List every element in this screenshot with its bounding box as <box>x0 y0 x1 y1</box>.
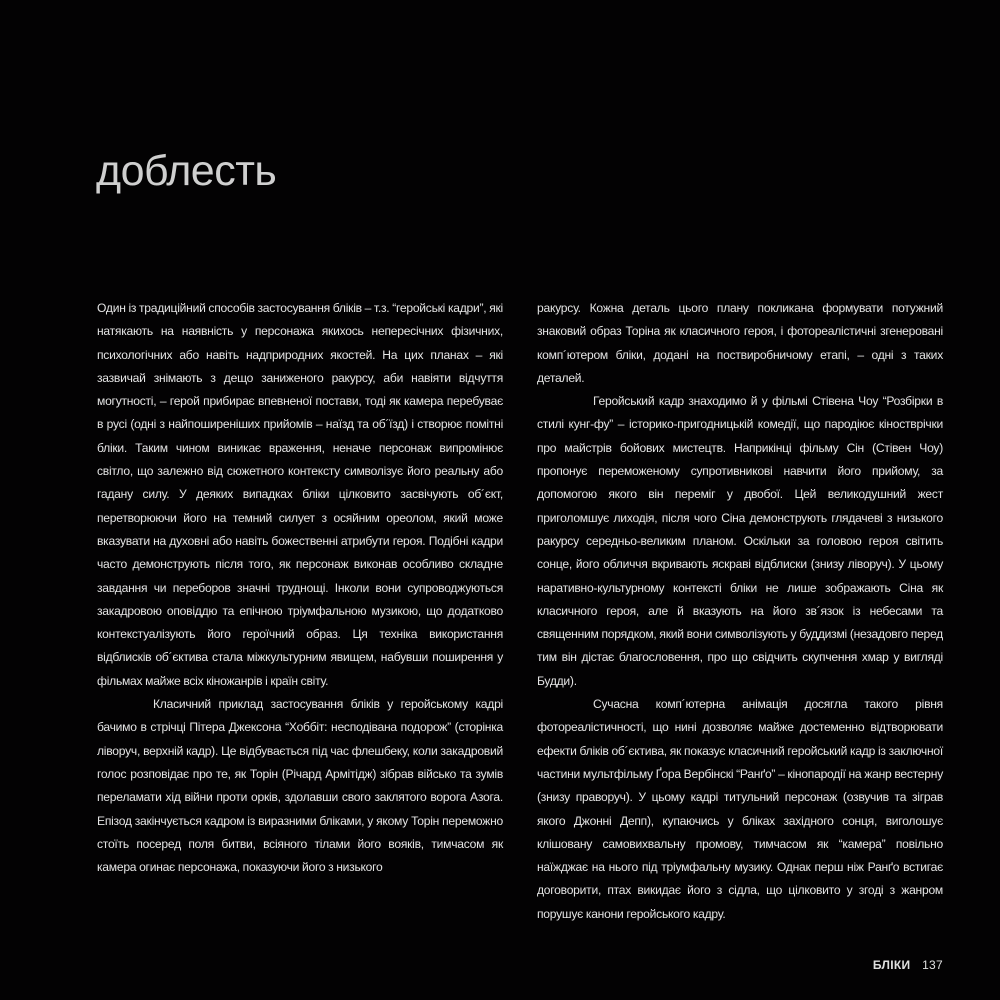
page-title: доблесть <box>96 147 277 195</box>
paragraph: Геройський кадр знаходимо й у фільмі Стівена Чоу “Розбірки в стилі кунг-фу” – історико-пригодницькій комедії, що пародіює кіностврічки про майстрів бойових мистецтв. Наприкінці фільму Сін (Стівен Чоу) пропонує переможеному супротивникові навчити його прийому, за допомогою якого він переміг у двобої. Цей великодушний жест приголомшує лиходія, після чого Сіна демонструють глядачеві з низького ракурсу середньо-великим планом. Оскільки за головою героя світить сонце, його обличчя вкривають яскраві відблиски (знизу ліворуч). У цьому наративно-культурному контексті бліки не лише зображають Сіна як класичного героя, але й вказують на його зв´язок із небесами та священним порядком, який вони символізують у буддизмі (незадовго перед тим він дістає благословення, про що свідчить скупчення хмар у вигляді Будди). <box>537 394 943 688</box>
paragraph: ракурсу. Кожна деталь цього плану покликана формувати потужний знаковий образ Торіна як класичного героя, і фотореалістичні згенеровані комп´ютером бліки, додані на поствиробничому етапі, – одні з таких деталей. <box>537 301 943 385</box>
right-text-column <box>537 297 943 926</box>
paragraph: Класичний приклад застосування бліків у геройському кадрі бачимо в стрічці Пітера Джексона “Хоббіт: несподівана подорож” (сторінка ліворуч, верхній кадр). Це відбувається під час флешбеку, коли закадровий голос розповідає про те, як Торін (Річард Армітідж) зібрав військо та зумів переламати хід війни проти орків, здолавши свого заклятого ворога Азога. Епізод закінчується кадром із виразними бліками, у якому Торін переможно стоїть посеред поля битви, всіяного тілами його вояків, тимчасом як камера огинає персонажа, показуючи його з низького <box>97 697 503 875</box>
left-text-column <box>97 297 503 879</box>
page-footer <box>873 958 943 972</box>
page-number: 137 <box>922 958 943 972</box>
paragraph: Один із традиційний способів застосування бліків – т.з. “геройські кадри”, які натякають на наявність у персонажа якихось непересічних фізичних, психологічних або навіть надприродних якостей. На цих планах – які зазвичай знімають з дещо заниженого ракурсу, аби навіяти відчуття могутності, – герой прибирає впевненої постави, тоді як камера перебуває в русі (одні з найпоширеніших прийомів – наїзд та об´їзд) і створює помітні бліки. Таким чином виникає враження, неначе персонаж випромінює світло, що залежно від сюжетного контексту символізує його реальну або гадану силу. У деяких випадках бліки цілковито засвічують об´єкт, перетворюючи його на темний силует з осяйним ореолом, який може вказувати на духовні або навіть божественні атрибути героя. Подібні кадри часто демонструють після того, як персонаж виконав особливо складне завдання чи переборов значні труднощі. Інколи вони супроводжуються закадровою оповіддю та епічною тріумфальною музикою, що додатково контекстуалізують його героїчний образ. Ця техніка використання відблисків об´єктива стала міжкультурним явищем, набувши поширення у фільмах майже всіх кіножанрів і країн світу. <box>97 301 503 688</box>
paragraph: Сучасна комп´ютерна анімація досягла такого рівня фотореалістичності, що нині дозволяє майже достеменно відтворювати ефекти бліків об´єктива, як показує класичний геройський кадр із заключної частини мультфільму Ґора Вербінскі “Ранґо” – кінопародії на жанр вестерну (знизу праворуч). У цьому кадрі титульний персонаж (озвучив та зіграв якого Джонні Депп), купаючись у бліках західного сонця, виголошує клішовану самовихвальну промову, тимчасом як “камера” повільно наїжджає на нього під тріумфальну музику. Однак перш ніж Ранґо встигає договорити, птах викидає його з сідла, що цілковито у згоді з жанром порушує канони геройського кадру. <box>537 697 943 921</box>
section-name: БЛІКИ <box>872 958 911 972</box>
